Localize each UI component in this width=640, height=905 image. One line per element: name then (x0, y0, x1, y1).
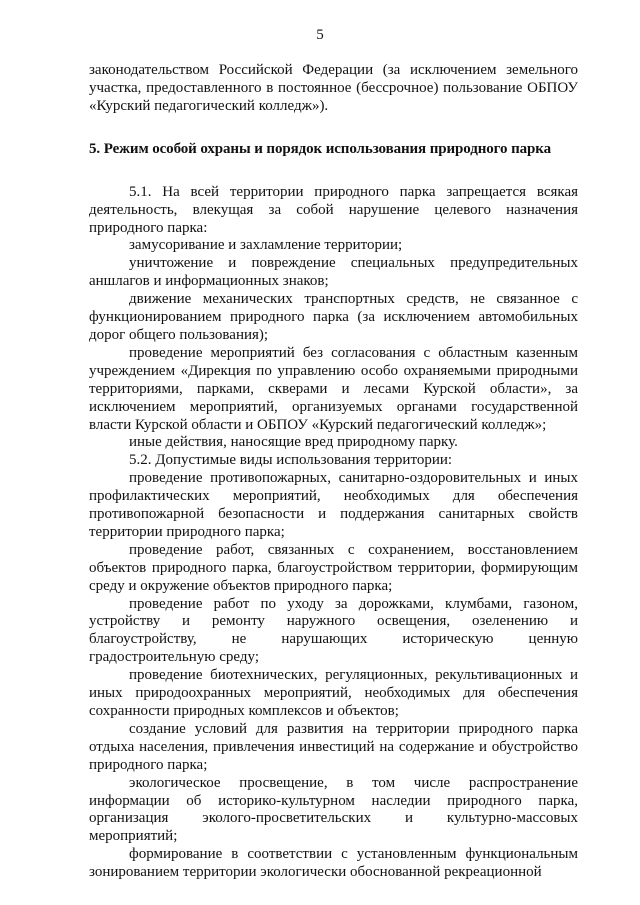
paragraph: замусоривание и захламление территории; (129, 237, 403, 254)
paragraph: 5.2. Допустимые виды использования территории: (129, 452, 453, 469)
intro-paragraph: законодательством Российской Федерации (за исключением земельного участка, предоставленного в постоянное (бессрочное) пользование ОБПОУ «Курский педагогический колледж»). (89, 62, 578, 114)
section-body (89, 184, 578, 882)
paragraph: движение механических транспортных средств, не связанное с функционированием природного парка (за исключением автомобильных дорог общего пользования); (89, 291, 578, 343)
section-heading: 5. Режим особой охраны и порядок использования природного парка (89, 140, 551, 157)
paragraph: проведение работ по уходу за дорожками, клумбами, газоном, устройству и ремонту наружного освещения, озеленению и благоустройству, не нарушающих историческую ценную градостроительную среду; (89, 595, 578, 666)
paragraph: проведение мероприятий без согласования с областным казенным учреждением «Дирекция по управлению особо охраняемыми природными территориями, парками, скверами и лесами Курской области», за исключением мероприятий, организуемых органами государственной власти Курской области и ОБПОУ «Курский педагогический колледж»; (89, 344, 578, 433)
paragraph: уничтожение и повреждение специальных предупредительных аншлагов и информационных знаков; (89, 255, 578, 290)
paragraph: формирование в соответствии с установленным функциональным зонированием территории экологически обоснованной рекреационной (89, 846, 578, 881)
paragraph: проведение работ, связанных с сохранением, восстановлением объектов природного парка, благоустройством территории, формирующим среду и окружение объектов природного парка; (89, 541, 578, 594)
paragraph: проведение противопожарных, санитарно-оздоровительных и иных профилактических мероприятий, необходимых для обеспечения противопожарной безопасности и поддержания санитарных свойств территории природного парка; (89, 470, 578, 540)
paragraph: 5.1. На всей территории природного парка запрещается всякая деятельность, влекущая за собой нарушение целевого назначения природного парка: (89, 183, 578, 236)
document-body (89, 62, 578, 882)
paragraph: иные действия, наносящие вред природному парку. (129, 434, 458, 451)
paragraph: экологическое просвещение, в том числе распространение информации об историко-культурном наследии природного парка, организация эколого-просветительских и культурно-массовых мероприятий; (89, 774, 578, 845)
paragraph: проведение биотехнических, регуляционных, рекультивационных и иных природоохранных мероприятий, необходимых для обеспечения сохранности природных комплексов и объектов; (89, 667, 578, 719)
page-number: 5 (316, 27, 324, 43)
paragraph: создание условий для развития на территории природного парка отдыха населения, привлечения инвестиций на содержание и обустройство природного парка; (89, 720, 578, 773)
